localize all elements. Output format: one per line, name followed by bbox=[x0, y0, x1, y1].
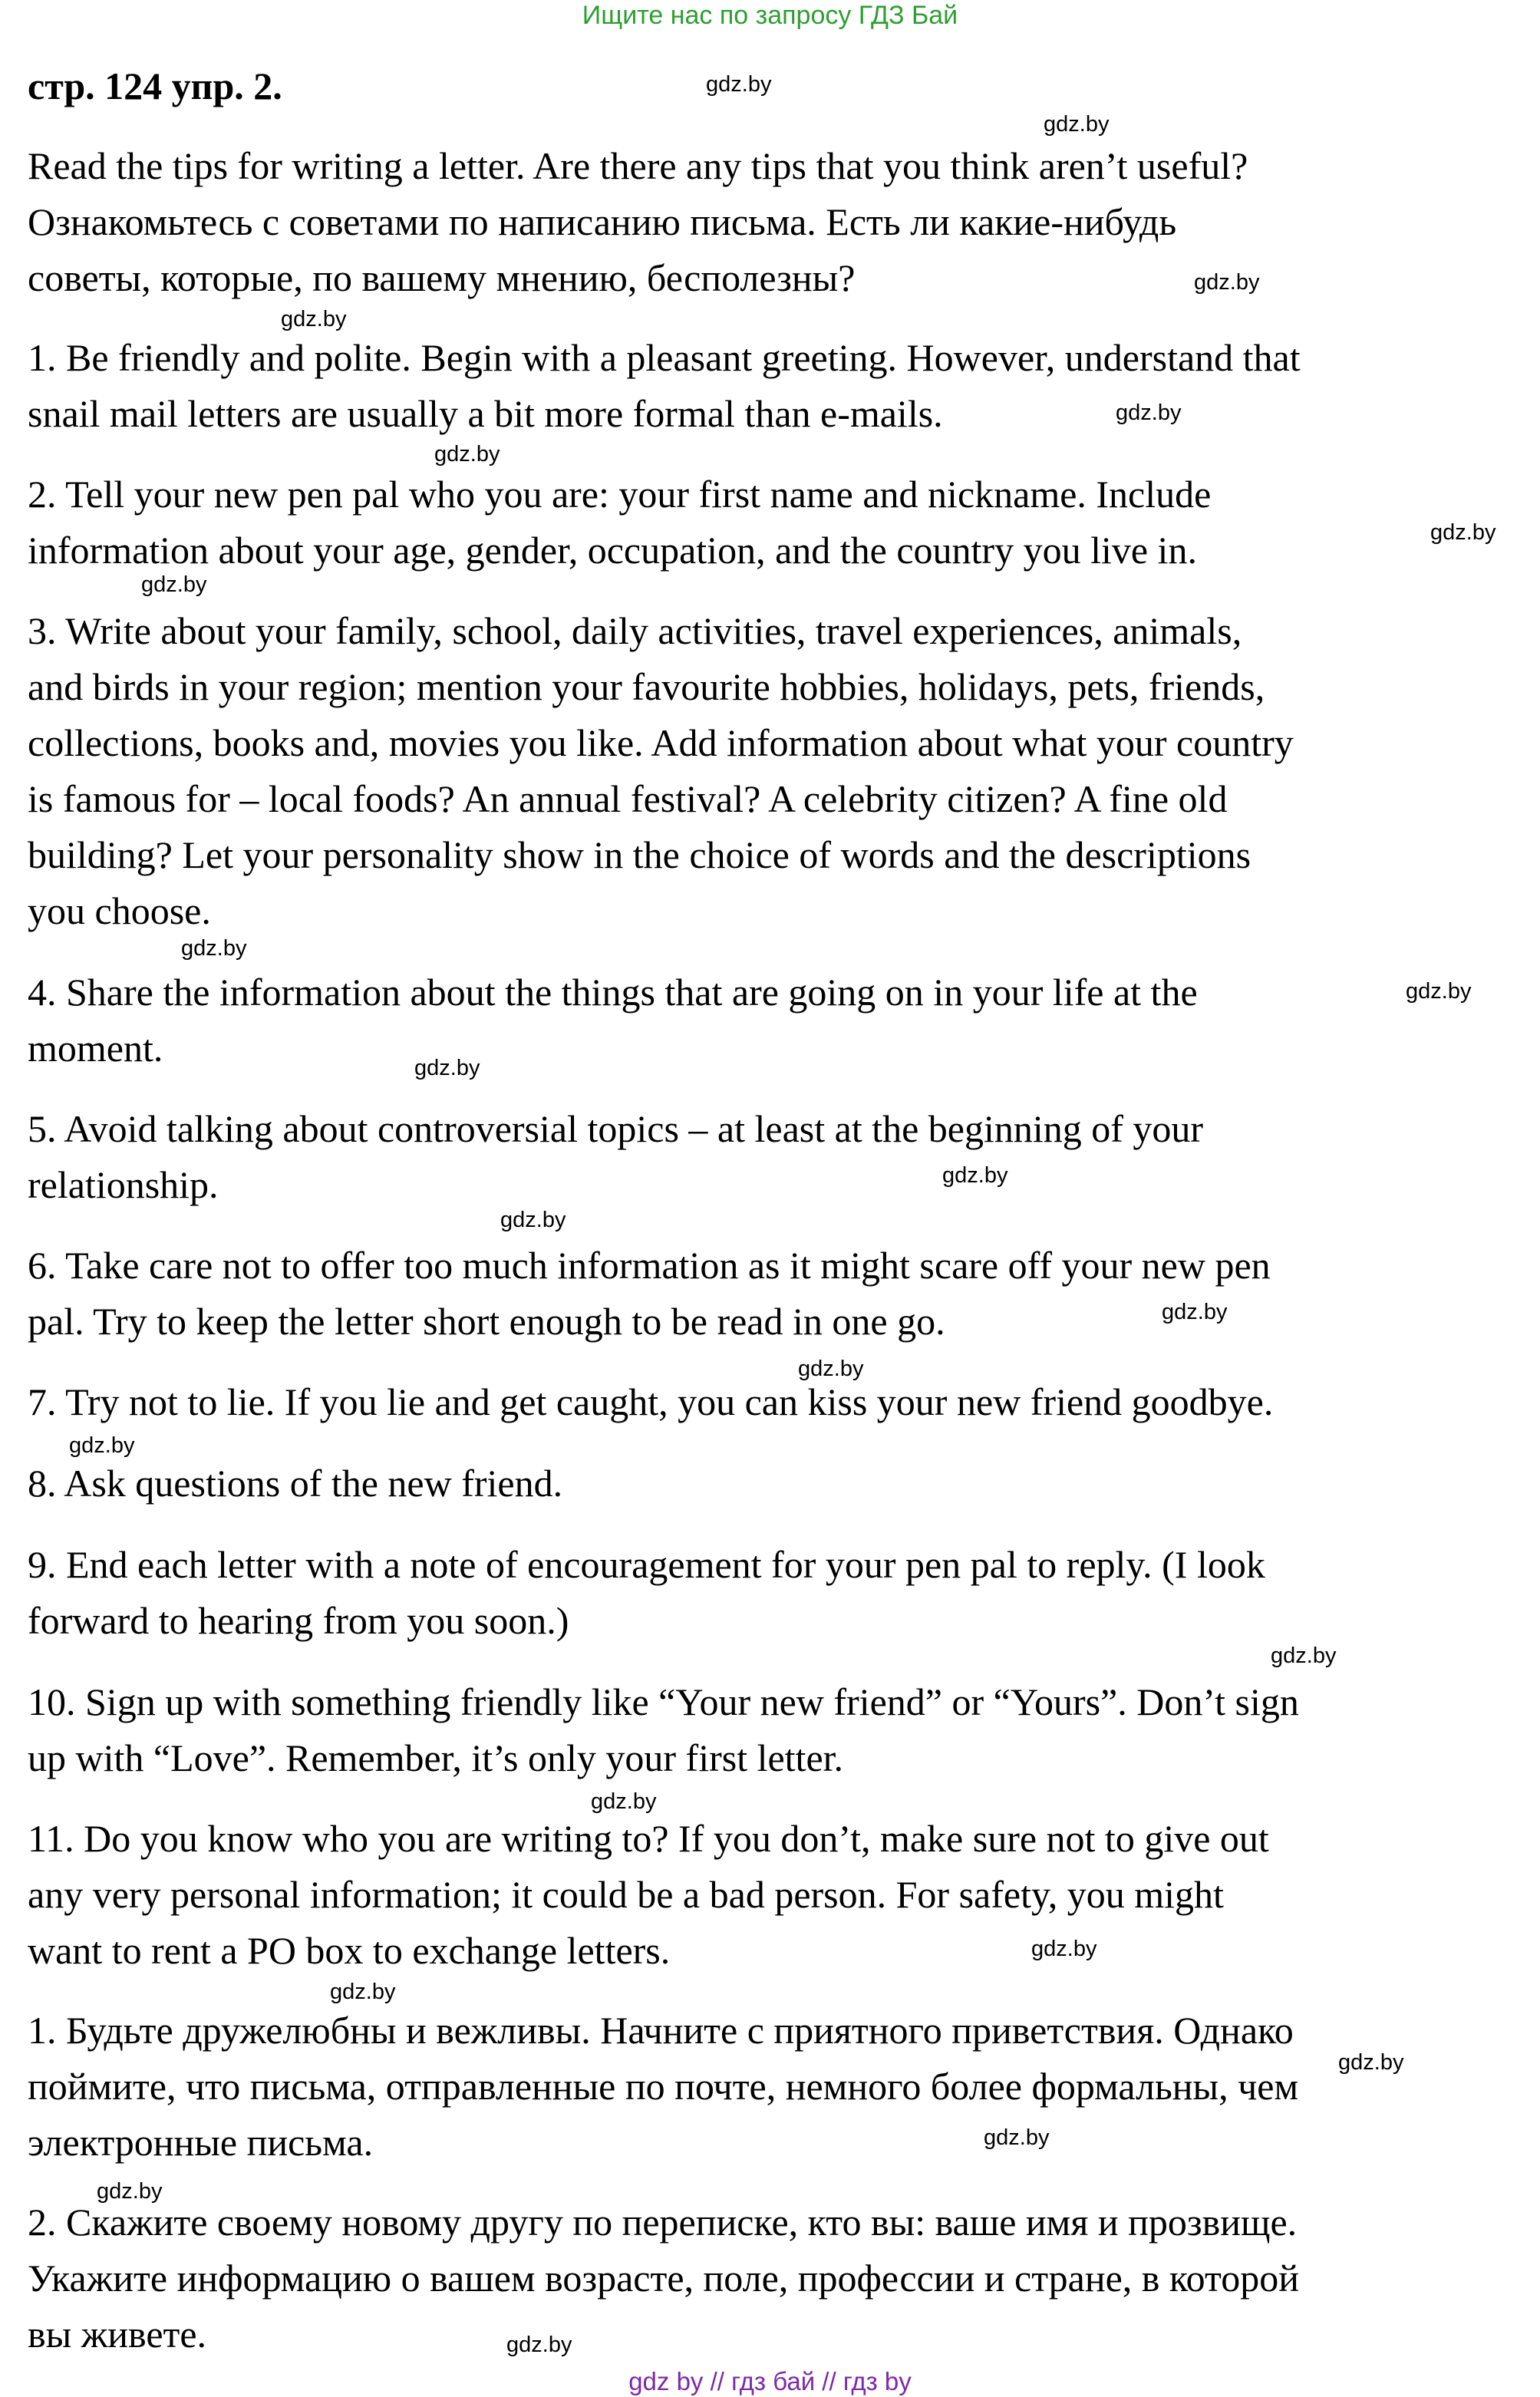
watermark: gdz.by bbox=[798, 1357, 864, 1381]
text-line: Укажите информацию о вашем возрасте, поле, профессии и стране, в которой bbox=[28, 2257, 1299, 2300]
text-line: relationship. bbox=[28, 1163, 219, 1206]
text-line: up with “Love”. Remember, it’s only your first letter. bbox=[28, 1736, 844, 1779]
task-paragraph bbox=[28, 138, 1532, 306]
watermark: gdz.by bbox=[141, 572, 207, 597]
text-line: поймите, что письма, отправленные по почте, немного более формальны, чем bbox=[28, 2065, 1299, 2108]
tip-1 bbox=[28, 330, 1532, 442]
watermark: gdz.by bbox=[181, 936, 247, 961]
text-line: 1. Будьте дружелюбны и вежливы. Начните с приятного приветствия. Однако bbox=[28, 2009, 1294, 2052]
watermark: gdz.by bbox=[984, 2125, 1050, 2150]
translation-1 bbox=[28, 2003, 1532, 2171]
text-line: 5. Avoid talking about controversial topics – at least at the beginning of your bbox=[28, 1107, 1204, 1150]
tip-5 bbox=[28, 1101, 1532, 1213]
text-line: Ознакомьтесь с советами по написанию письма. Есть ли какие-нибудь bbox=[28, 200, 1177, 243]
text-line: электронные письма. bbox=[28, 2121, 374, 2164]
text-line: 3. Write about your family, school, daily activities, travel experiences, animals, bbox=[28, 609, 1242, 652]
watermark: gdz.by bbox=[591, 1789, 657, 1814]
text-line: collections, books and, movies you like. Add information about what your country bbox=[28, 721, 1294, 764]
text-line: Read the tips for writing a letter. Are there any tips that you think aren’t useful? bbox=[28, 144, 1248, 187]
translation-2 bbox=[28, 2194, 1532, 2362]
watermark: gdz.by bbox=[69, 1433, 135, 1458]
text-line: forward to hearing from you soon.) bbox=[28, 1599, 569, 1642]
tip-8 bbox=[28, 1456, 1532, 1512]
tip-11 bbox=[28, 1811, 1532, 1979]
text-line: building? Let your personality show in the choice of words and the descriptions bbox=[28, 833, 1251, 876]
watermark: gdz.by bbox=[706, 72, 772, 97]
watermark: gdz.by bbox=[506, 2333, 572, 2357]
text-line: is famous for – local foods? An annual festival? A celebrity citizen? A fine old bbox=[28, 777, 1228, 820]
text-line: 9. End each letter with a note of encouragement for your pen pal to reply. (I look bbox=[28, 1543, 1265, 1586]
text-line: 11. Do you know who you are writing to? If you don’t, make sure not to give out bbox=[28, 1817, 1269, 1860]
page-heading: стр. 124 упр. 2. bbox=[28, 64, 282, 107]
watermark: gdz.by bbox=[1116, 401, 1182, 425]
tip-4 bbox=[28, 964, 1532, 1077]
watermark: gdz.by bbox=[414, 1056, 480, 1080]
text-line: 1. Be friendly and polite. Begin with a pleasant greeting. However, understand that bbox=[28, 336, 1301, 379]
top-banner: Ищите нас по запросу ГДЗ Бай bbox=[582, 1, 958, 30]
text-line: 2. Tell your new pen pal who you are: your first name and nickname. Include bbox=[28, 473, 1212, 516]
watermark: gdz.by bbox=[1338, 2050, 1404, 2075]
text-line: you choose. bbox=[28, 889, 211, 932]
watermark: gdz.by bbox=[1044, 112, 1110, 137]
tip-2 bbox=[28, 467, 1532, 579]
text-line: information about your age, gender, occupation, and the country you live in. bbox=[28, 529, 1197, 572]
watermark: gdz.by bbox=[330, 1980, 396, 2004]
watermark: gdz.by bbox=[281, 307, 347, 331]
text-line: 2. Скажите своему новому другу по переписке, кто вы: ваше имя и прозвище. bbox=[28, 2201, 1298, 2244]
text-line: and birds in your region; mention your favourite hobbies, holidays, pets, friends, bbox=[28, 665, 1265, 708]
tip-7 bbox=[28, 1374, 1532, 1430]
tip-9 bbox=[28, 1537, 1532, 1649]
text-line: вы живете. bbox=[28, 2313, 207, 2356]
watermark: gdz.by bbox=[1271, 1644, 1337, 1668]
tip-10 bbox=[28, 1674, 1532, 1786]
text-line: 6. Take care not to offer too much information as it might scare off your new pen bbox=[28, 1244, 1271, 1287]
text-line: pal. Try to keep the letter short enough to be read in one go. bbox=[28, 1300, 945, 1343]
tip-3 bbox=[28, 603, 1532, 939]
watermark: gdz.by bbox=[434, 442, 500, 467]
watermark: gdz.by bbox=[1430, 520, 1496, 545]
text-line: moment. bbox=[28, 1027, 163, 1070]
watermark: gdz.by bbox=[1194, 270, 1260, 295]
watermark: gdz.by bbox=[500, 1208, 566, 1232]
text-line: 7. Try not to lie. If you lie and get caught, you can kiss your new friend goodbye. bbox=[28, 1380, 1274, 1423]
text-line: 10. Sign up with something friendly like “Your new friend” or “Yours”. Don’t sign bbox=[28, 1680, 1299, 1723]
text-line: snail mail letters are usually a bit more formal than e-mails. bbox=[28, 392, 943, 435]
watermark: gdz.by bbox=[942, 1163, 1008, 1188]
text-line: want to rent a PO box to exchange letters. bbox=[28, 1929, 671, 1972]
text-line: 4. Share the information about the things that are going on in your life at the bbox=[28, 971, 1198, 1014]
watermark: gdz.by bbox=[1406, 979, 1472, 1004]
watermark: gdz.by bbox=[97, 2179, 163, 2204]
tip-6 bbox=[28, 1238, 1532, 1350]
text-line: any very personal information; it could be a bad person. For safety, you might bbox=[28, 1873, 1224, 1916]
text-line: советы, которые, по вашему мнению, бесполезны? bbox=[28, 256, 856, 299]
footer-links: gdz by // гдз бай // гдз by bbox=[628, 2367, 912, 2395]
watermark: gdz.by bbox=[1031, 1937, 1097, 1961]
text-line: 8. Ask questions of the new friend. bbox=[28, 1462, 563, 1505]
watermark: gdz.by bbox=[1162, 1300, 1228, 1324]
